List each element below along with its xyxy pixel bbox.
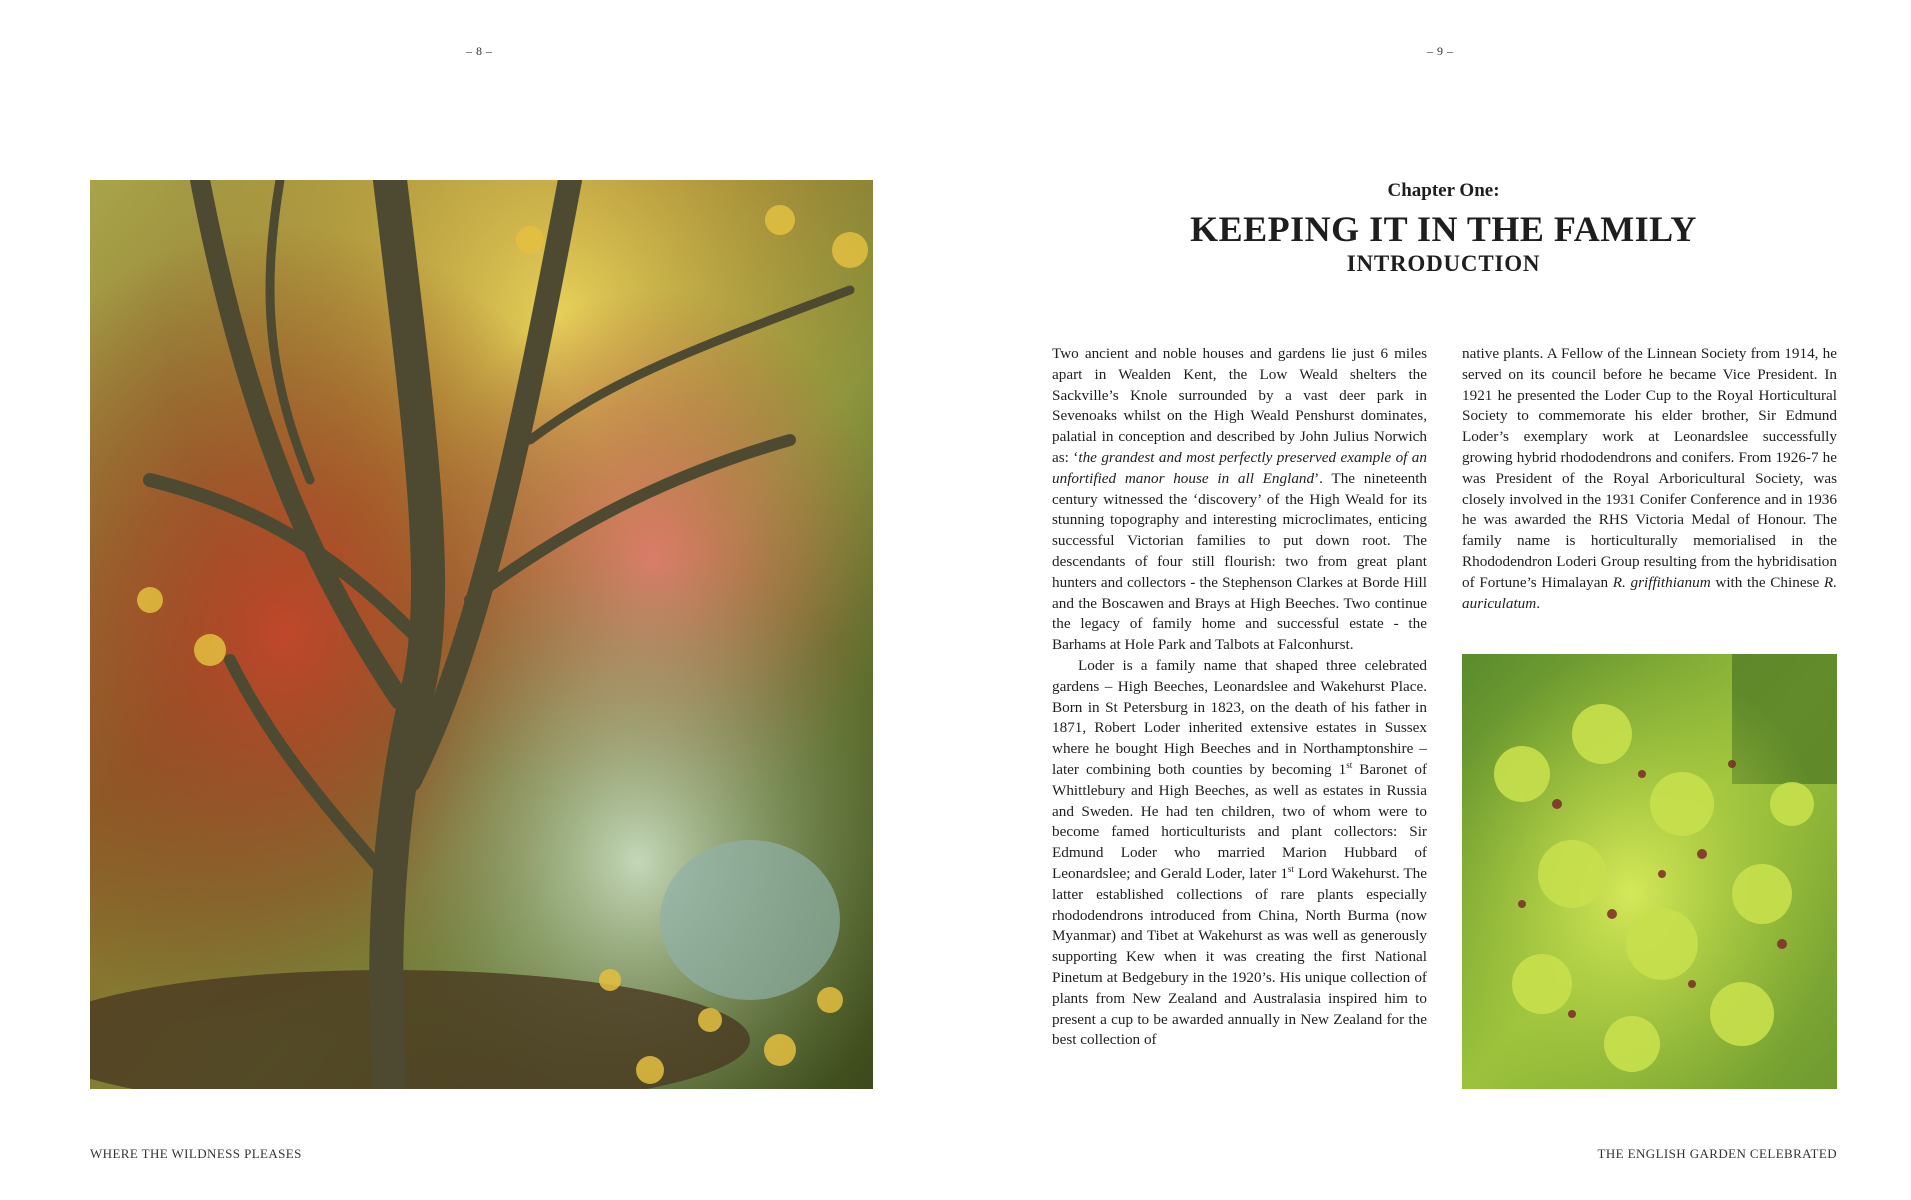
autumn-maple-trees-photo xyxy=(90,180,873,1089)
paragraph: Two ancient and noble houses and gardens lie just 6 miles apart in Wealden Kent, the Low Weald shelters the Sackville’s Knole surrounded by a vast deer park in Sevenoaks whilst on the High Weald Penshurst dominates, palatial in conception and described by John Julius Norwich as: ‘the grandest and most perfectly preserved example of an unfortified manor house in all England’. The nineteenth century witnessed the ‘discovery’ of the High Weald for its stunning topography and interesting microclimates, enticing successful Victorian families to put down root. The descendants of four still flourish: two from great plant hunters and collectors - the Stephenson Clarkes at Borde Hill and the Boscawen and Brays at High Beeches. Two continue the legacy of family home and successful estate - the Barhams at Hole Park and Talbots at Falconhurst. xyxy=(1052,345,1428,654)
chapter-title: KEEPING IT IN THE FAMILY xyxy=(1190,209,1697,249)
left-page-number: – 8 – xyxy=(466,44,493,58)
body-text-column-right xyxy=(1462,344,1837,614)
quotation: the grandest and most perfectly preserved example of an unfortified manor house in all England xyxy=(1052,448,1427,487)
right-running-footer: THE ENGLISH GARDEN CELEBRATED xyxy=(1597,1146,1837,1161)
paragraph: Loder is a family name that shaped three celebrated gardens – High Beeches, Leonardslee and Wakehurst Place. Born in St Petersburg in 1823, on the death of his father in 1871, Robert Loder inherited extensive estates in Sussex where he bought High Beeches and in Northamptonshire – later combining both counties by becoming 1st Baronet of Whittlebury and High Beeches, as well as estates in Russia and Sweden. He had ten children, two of whom were to become famed horticulturists and plant collectors: Sir Edmund Loder who married Marion Hubbard of Leonardslee; and Gerald Loder, later 1st Lord Wakehurst. The latter established collections of rare plants especially rhododendrons introduced from China, North Burma (now Myanmar) and Tibet at Wakehurst as was well as generously supporting Kew when it was creating the first National Pinetum at Bedgebury in the 1920’s. His unique collection of plants from New Zealand and Australasia inspired him to present a cup to be awarded annually in New Zealand for the best collection of xyxy=(1052,656,1428,1049)
species-name: R. auriculatum xyxy=(1462,573,1837,612)
left-running-footer: WHERE THE WILDNESS PLEASES xyxy=(90,1146,302,1161)
body-text-column-left xyxy=(1052,344,1427,1051)
chapter-label: Chapter One: xyxy=(1387,180,1500,201)
paragraph: native plants. A Fellow of the Linnean Society from 1914, he served on its council before he became Vice President. In 1921 he presented the Loder Cup to the Royal Horticultural Society to commemorate his elder brother, Sir Edmund Loder’s exemplary work at Leonardslee successfully growing hybrid rhododendrons and conifers. From 1926-7 he was President of the Royal Arboricultural Society, was closely involved in the 1931 Conifer Conference and in 1936 he was awarded the RHS Victoria Medal of Honour. The family name is horticulturally memorialised in the Rhododendron Loderi Group resulting from the hybridisation of Fortune’s Himalayan R. griffithianum with the Chinese R. auriculatum. xyxy=(1462,345,1837,612)
right-page-number: – 9 – xyxy=(1427,44,1454,58)
species-name: R. griffithianum xyxy=(1612,573,1711,591)
green-maple-foliage-photo xyxy=(1462,654,1837,1089)
chapter-subtitle: INTRODUCTION xyxy=(1346,251,1541,276)
